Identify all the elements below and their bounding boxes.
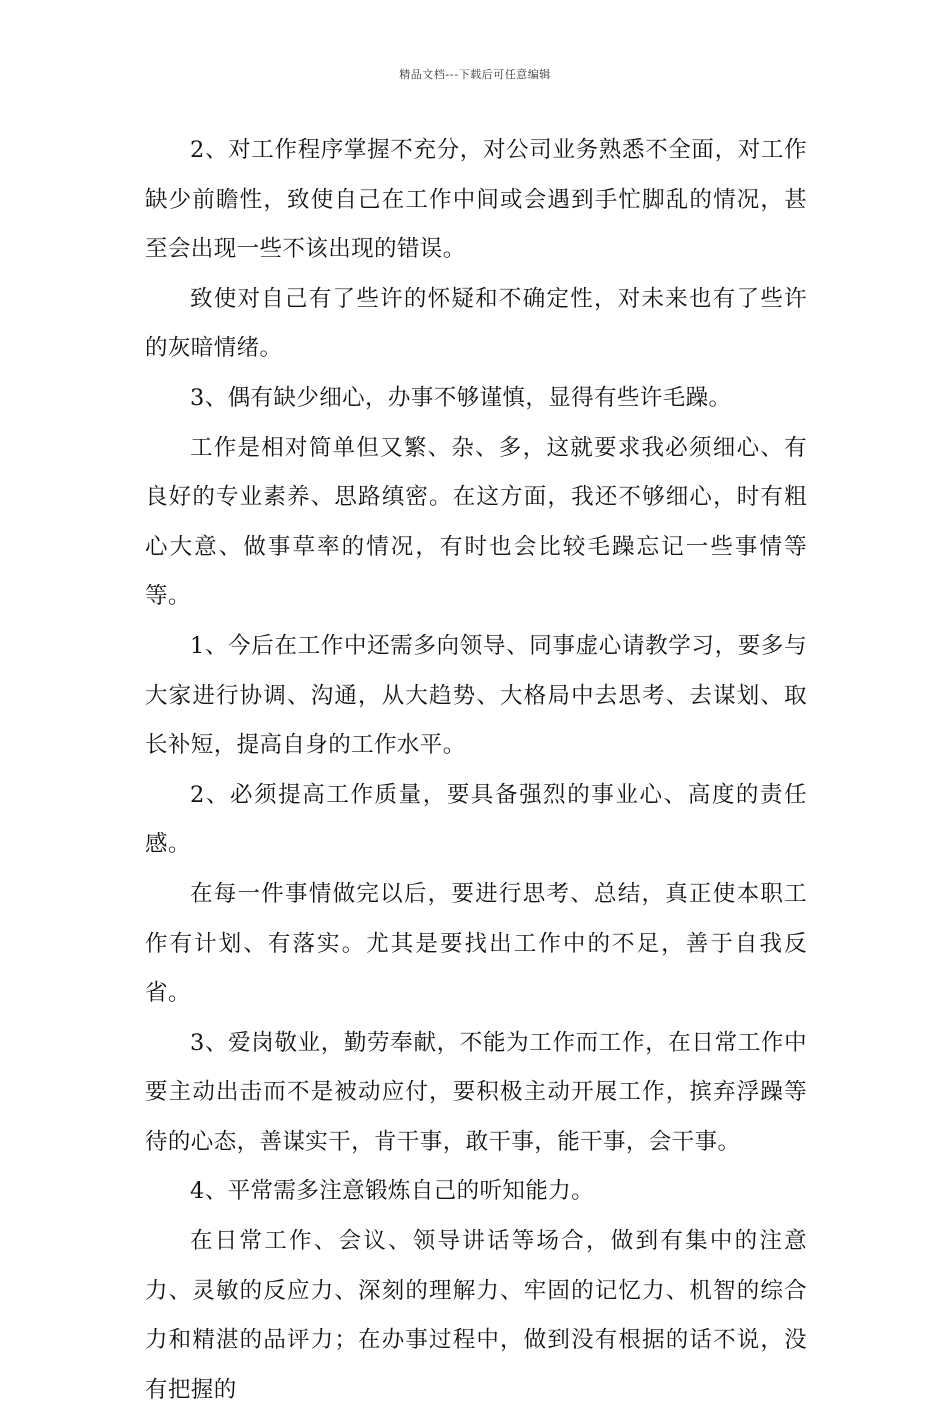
paragraph-lack-of-care: 3、偶有缺少细心，办事不够谨慎，显得有些许毛躁。	[190, 384, 732, 411]
paragraph-improve-quality: 2、必须提高工作质量，要具备强烈的事业心、高度的责任感。	[145, 781, 807, 858]
paragraph-work-procedure: 2、对工作程序掌握不充分，对公司业务熟悉不全面，对工作缺少前瞻性，致使自己在工作中间或会遇到手忙脚乱的情况，甚至会出现一些不该出现的错误。	[145, 137, 807, 263]
paragraph-dedication: 3、爱岗敬业，勤劳奉献，不能为工作而工作，在日常工作中要主动出击而不是被动应付，要积极主动开展工作，摈弃浮躁等待的心态，善谋实干，肯干事，敢干事，能干事，会干事。	[145, 1029, 807, 1155]
document-body	[145, 126, 807, 1415]
paragraph-listening-skills: 4、平常需多注意锻炼自己的听知能力。	[190, 1178, 595, 1205]
paragraph-self-doubt: 致使对自己有了些许的怀疑和不确定性，对未来也有了些许的灰暗情绪。	[145, 285, 807, 362]
paragraph-attention-abilities: 在日常工作、会议、领导讲话等场合，做到有集中的注意力、灵敏的反应力、深刻的理解力、牢固的记忆力、机智的综合力和精湛的品评力；在办事过程中，做到没有根据的话不说，没有把握的	[145, 1228, 807, 1403]
page-header: 精品文档---下载后可任意编辑	[399, 68, 551, 81]
paragraph-work-demands: 工作是相对简单但又繁、杂、多，这就要求我必须细心、有良好的专业素养、思路缜密。在这方面，我还不够细心，时有粗心大意、做事草率的情况，有时也会比较毛躁忘记一些事情等等。	[145, 434, 807, 610]
paragraph-reflect-summarize: 在每一件事情做完以后，要进行思考、总结，真正使本职工作有计划、有落实。尤其是要找出工作中的不足，善于自我反省。	[145, 880, 807, 1007]
paragraph-learn-from-leaders: 1、今后在工作中还需多向领导、同事虚心请教学习，要多与大家进行协调、沟通，从大趋势、大格局中去思考、去谋划、取长补短，提高自身的工作水平。	[145, 632, 807, 759]
